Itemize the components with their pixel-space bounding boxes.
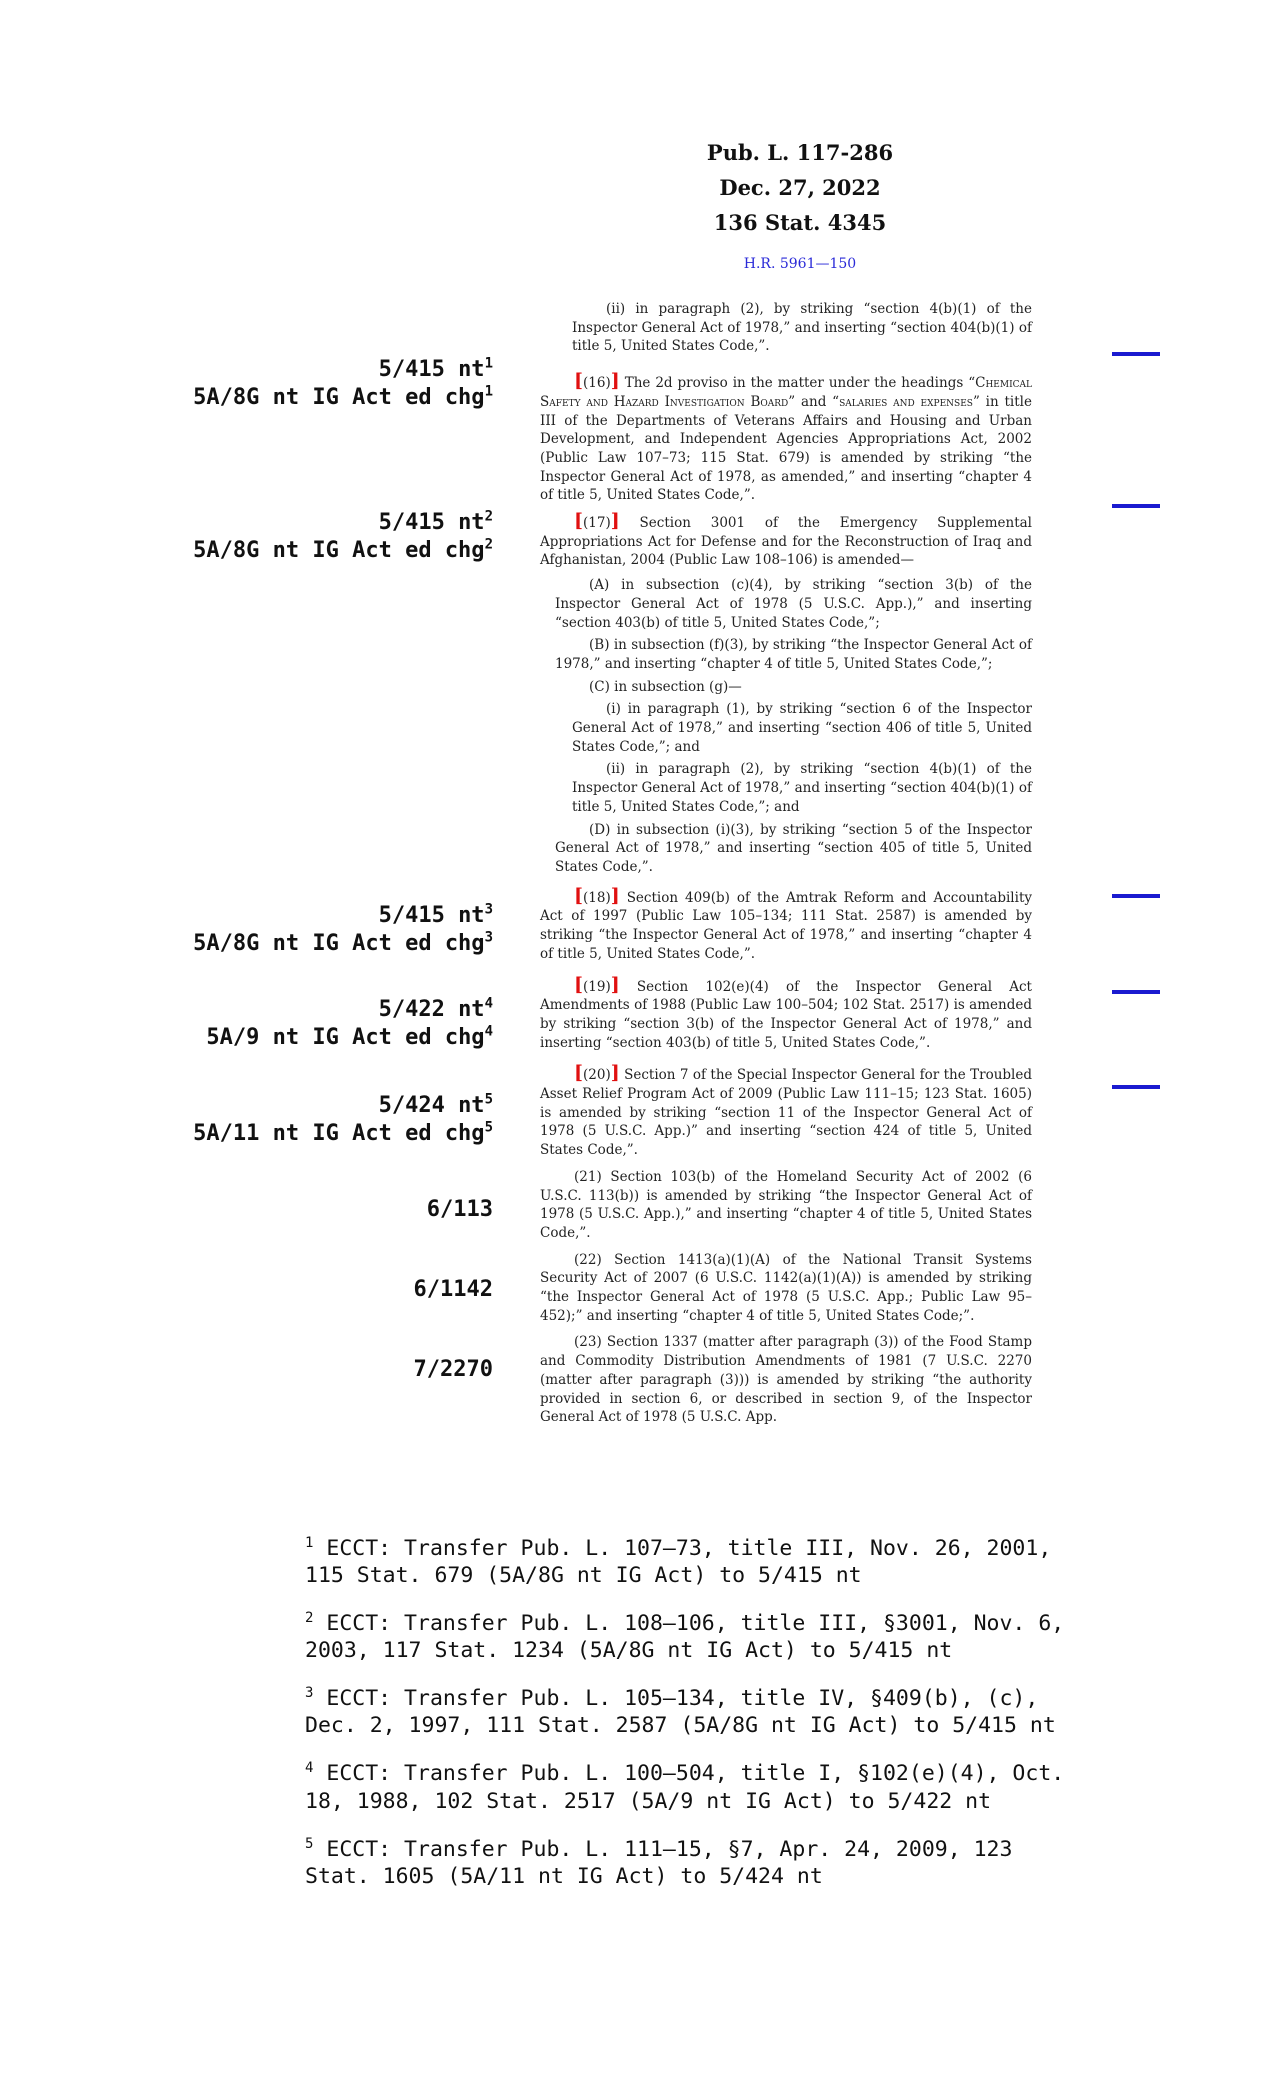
paragraph-19-text: Section 102(e)(4) of the Inspector General Act Amendments of 1988 (Public Law 100–504; 102 Stat. 2517) is amended by striking “section 3(b) of the Inspector General Act of 1978,” and inserting “section 403(b) of title 5, United States Code,”. [540, 978, 1032, 1051]
subparagraph-17-B: (B) in subsection (f)(3), by striking “the Inspector General Act of 1978,” and inserting “chapter 4 of title 5, United States Code,”; [555, 637, 1032, 672]
bracket-open: [ [574, 884, 583, 907]
change-bar [1112, 990, 1160, 994]
bracket-open: [ [574, 370, 583, 393]
bracket-close: ] [610, 510, 620, 533]
paragraph-16-text-c: ” in title III of the Departments of Veterans Affairs and Housing and Urban Development, and Independent Agencies Appropriations Act, 2002 (Public Law 107–73; 115 Stat. 679) is amended by striking “the Inspector General Act of 1978, as amended,” and inserting “chapter 4 of title 5, United States Code,”. [540, 393, 1032, 504]
footnote-number: 5 [305, 1835, 314, 1852]
bracket-close: ] [610, 973, 620, 996]
bill-reference-link[interactable]: H.R. 5961—150 [743, 256, 857, 272]
footnote-ref: 3 [484, 929, 493, 946]
paragraph-16-number: (16) [583, 375, 611, 392]
margin-note-3 [193, 902, 493, 958]
footnote-ref: 4 [484, 995, 493, 1012]
paragraph-20-text: Section 7 of the Special Inspector General for the Troubled Asset Relief Program Act of 2009 (Public Law 111–15; 123 Stat. 1605) is amended by striking “section 11 of the Inspector General Act of 1978 (5 U.S.C. App.)” and inserting “section 424 of title 5, United States Code,”. [540, 1067, 1032, 1159]
margin-note-citation: 5/415 nt [378, 903, 485, 928]
paragraph-23: (23) Section 1337 (matter after paragraph (3)) of the Food Stamp and Commodity Distribution Amendments of 1981 (7 U.S.C. 2270 (matter after paragraph (3))) is amended by striking “the authority provided in section 6, or described in section 9, of the Inspector General Act of 1978 (5 U.S.C. App. [540, 1334, 1032, 1426]
footnote-text: ECCT: Transfer Pub. L. 100–504, title I, §102(e)(4), Oct. 18, 1988, 102 Stat. 2517 (5A/9 nt IG Act) to 5/422 nt [305, 1761, 1065, 1814]
change-bar [1112, 894, 1160, 898]
clause-17-C-i: (i) in paragraph (1), by striking “section 6 of the Inspector General Act of 1978,” and inserting “section 406 of title 5, United States Code,”; and [572, 701, 1032, 755]
margin-note-7: 6/1142 [413, 1277, 493, 1302]
margin-note-8: 7/2270 [413, 1357, 493, 1382]
bracket-open: [ [574, 510, 583, 533]
change-bar [1112, 352, 1160, 356]
footnote-number: 1 [305, 1535, 314, 1551]
margin-note-change: 5A/8G nt IG Act ed chg [193, 538, 485, 563]
footnote-text: ECCT: Transfer Pub. L. 111–15, §7, Apr. 24, 2009, 123 Stat. 1605 (5A/11 nt IG Act) to 5/424 nt [305, 1836, 1013, 1889]
paragraph-16-text-a: The 2d proviso in the matter under the headings “ [624, 375, 976, 392]
footnote-text: ECCT: Transfer Pub. L. 107–73, title III, Nov. 26, 2001, 115 Stat. 679 (5A/8G nt IG Act) to 5/415 nt [305, 1536, 1052, 1589]
paragraph-17-text: Section 3001 of the Emergency Supplemental Appropriations Act for Defense and for the Reconstruction of Iraq and Afghanistan, 2004 (Public Law 108–106) is amended— [540, 515, 1032, 569]
footnote-3 [305, 1680, 1065, 1739]
section-body [540, 300, 1032, 1431]
subparagraph-17-A: (A) in subsection (c)(4), by striking “section 3(b) of the Inspector General Act of 1978 (5 U.S.C. App.),” and inserting “section 403(b) of title 5, United States Code,”; [555, 577, 1032, 631]
margin-note-4 [206, 996, 493, 1052]
statutes-at-large-citation: 136 Stat. 4345 [713, 210, 887, 235]
margin-note-2 [193, 509, 493, 565]
margin-note-6: 6/113 [426, 1197, 493, 1222]
paragraph-18-number: (18) [583, 889, 611, 906]
bracket-close: ] [610, 1062, 620, 1085]
footnote-number: 3 [305, 1685, 314, 1702]
clause-17-C-ii: (ii) in paragraph (2), by striking “section 4(b)(1) of the Inspector General Act of 1978,” and inserting “section 404(b)(1) of title 5, United States Code,”; and [572, 761, 1032, 815]
paragraph-17 [540, 510, 1032, 570]
margin-note-1 [193, 356, 493, 412]
bracket-open: [ [574, 1062, 583, 1085]
margin-note-citation: 5/424 nt [378, 1093, 485, 1118]
clause-ii-carryover: (ii) in paragraph (2), by striking “section 4(b)(1) of the Inspector General Act of 1978,” and inserting “section 404(b)(1) of title 5, United States Code,”. [572, 301, 1032, 355]
bracket-open: [ [574, 973, 583, 996]
footnote-2 [305, 1605, 1065, 1664]
paragraph-18-text: Section 409(b) of the Amtrak Reform and Accountability Act of 1997 (Public Law 105–134; 111 Stat. 2587) is amended by striking “the Inspector General Act of 1978,” and inserting “chapter 4 of title 5, United States Code,”. [540, 889, 1032, 962]
enactment-date: Dec. 27, 2022 [719, 175, 881, 200]
paragraph-22: (22) Section 1413(a)(1)(A) of the National Transit Systems Security Act of 2007 (6 U.S.C. 1142(a)(1)(A)) is amended by striking “the Inspector General Act of 1978 (5 U.S.C. App.; Public Law 95–452);” and inserting “chapter 4 of title 5, United States Code;”. [540, 1251, 1032, 1324]
margin-note-change: 5A/8G nt IG Act ed chg [193, 385, 485, 410]
footnote-4 [305, 1755, 1065, 1814]
paragraph-16-heading: Chemical Safety and Hazard Investigation Board [540, 375, 1033, 410]
margin-note-change: 5A/8G nt IG Act ed chg [193, 931, 485, 956]
paragraph-21: (21) Section 103(b) of the Homeland Security Act of 2002 (6 U.S.C. 113(b)) is amended by striking “the Inspector General Act of 1978 (5 U.S.C. App.),” and inserting “chapter 4 of title 5, United States Code,”. [540, 1168, 1032, 1241]
footnote-ref: 4 [484, 1023, 493, 1040]
change-bar [1112, 504, 1160, 508]
paragraph-19 [540, 973, 1032, 1053]
paragraph-17-number: (17) [583, 515, 611, 532]
margin-note-citation: 5/415 nt [378, 357, 485, 382]
footnote-ref: 5 [484, 1091, 493, 1108]
margin-note-change: 5A/11 nt IG Act ed chg [193, 1121, 485, 1146]
footnote-5 [305, 1831, 1065, 1890]
footnote-ref: 1 [484, 383, 493, 400]
change-bar [1112, 1085, 1160, 1089]
footnote-number: 2 [305, 1610, 314, 1627]
paragraph-19-number: (19) [583, 978, 611, 995]
subparagraph-17-D: (D) in subsection (i)(3), by striking “section 5 of the Inspector General Act of 1978,” and inserting “section 405 of title 5, United States Code,”. [555, 821, 1032, 875]
paragraph-20 [540, 1062, 1032, 1160]
paragraph-20-number: (20) [583, 1067, 611, 1084]
paragraph-16-text-b: ” and “ [788, 393, 840, 410]
footnote-ref: 3 [484, 901, 493, 918]
footnote-number: 4 [305, 1760, 314, 1777]
margin-note-citation: 5/415 nt [378, 510, 485, 535]
paragraph-16-heading-2: salaries and expenses [839, 393, 973, 410]
margin-note-5 [193, 1092, 493, 1148]
footnote-ref: 2 [484, 508, 493, 525]
subparagraph-17-C: (C) in subsection (g)— [589, 678, 742, 695]
paragraph-18 [540, 884, 1032, 964]
paragraph-16 [540, 370, 1033, 505]
bracket-close: ] [610, 884, 620, 907]
public-law-number: Pub. L. 117-286 [706, 140, 894, 165]
bracket-close: ] [610, 370, 620, 393]
footnote-text: ECCT: Transfer Pub. L. 105–134, title IV, §409(b), (c), Dec. 2, 1997, 111 Stat. 2587 (5A/8G nt IG Act) to 5/415 nt [305, 1686, 1056, 1739]
footnote-ref: 5 [484, 1119, 493, 1136]
footnote-ref: 2 [484, 536, 493, 553]
footnotes-section [305, 1530, 1065, 1906]
footnote-1 [305, 1530, 1065, 1589]
footnote-text: ECCT: Transfer Pub. L. 108–106, title III, §3001, Nov. 6, 2003, 117 Stat. 1234 (5A/8G nt IG Act) to 5/415 nt [305, 1611, 1065, 1664]
margin-note-change: 5A/9 nt IG Act ed chg [206, 1025, 485, 1050]
footnote-ref: 1 [484, 355, 493, 372]
margin-note-citation: 5/422 nt [378, 997, 485, 1022]
